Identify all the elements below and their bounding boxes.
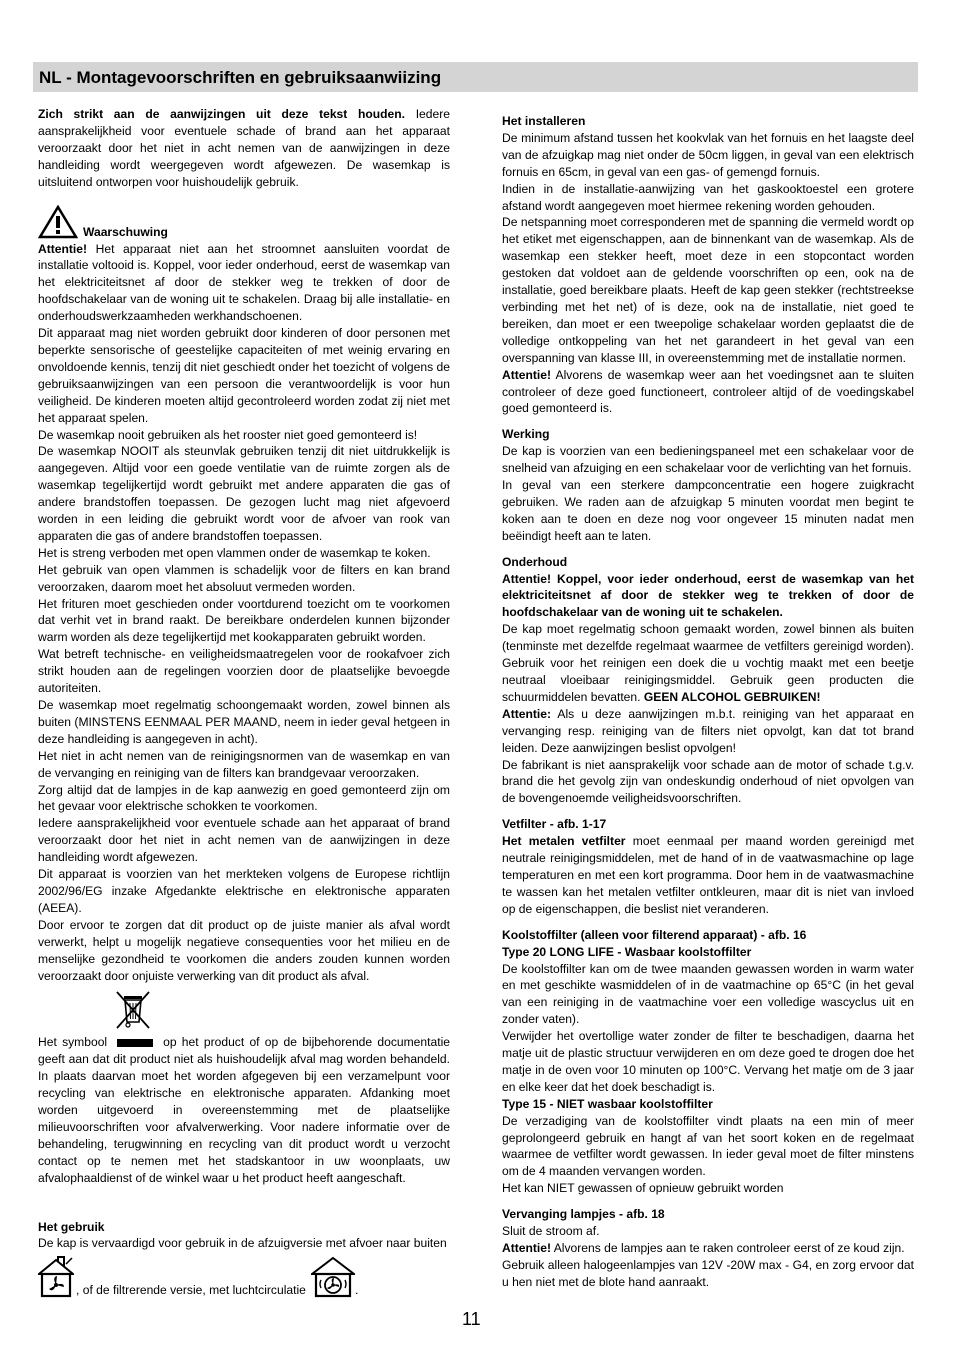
onderhoud-warning: Attentie! Koppel, voor ieder onderhoud, eerst de wasemkap van het elektriciteitsnet af door de stekker weg te trekken of door de hoofdschakelaar van de woning uit te schakelen. (502, 571, 914, 620)
paragraph: Dit apparaat is voorzien van het merkteken volgens de Europese richtlijn 2002/96/EG inzake Afgedankte elektrische en elektronische apparaten (AEEA). (38, 867, 450, 915)
onderhoud-text: De kap moet regelmatig schoon gemaakt worden, zowel binnen als buiten (tenminste met dezelfde regelmaat waarmee de vetfilters gereinigd worden). Gebruik voor het reinigen een doek die u vochtig maakt met een beetje neutraal vloeibaar reinigingsmiddel. Gebruik geen producten die schuurmiddelen bevatten. (502, 622, 914, 704)
onderhoud-attentie (502, 706, 914, 757)
paragraph: De wasemkap moet regelmatig schoongemaakt worden, zowel binnen als buiten (MINSTENS EENMAAL PER MAAND, neem in ieder geval hetgeen in deze handleiding is aangegeven in acht). (38, 698, 450, 746)
paragraph: De netspanning moet corresponderen met de spanning die vermeld wordt op het etiket met eigenschappen, aan de binnenkant van de wasemkap. Als de wasemkap een stekker heeft, moet deze in een stopcontact worden gestoken dat voldoet aan de geldende voorschriften op een, ook na de installatie, goed bereikbare plaats. Heeft de kap geen stekker (rechtstreekse verbinding met het net) of is deze, ook na de installatie, niet goed te bereiken, dan moet er een tweepolige schakelaar worden geplaatst die de volledige ontkoppeling van het net garandeert in het geval van een overspanning van klasse III, in overeenstemming met de installatie normen. (502, 215, 914, 365)
paragraph: Gebruik alleen halogeenlampjes van 12V -20W max - G4, en zorg ervoor dat u hen niet met de blote hand aanraakt. (502, 1257, 914, 1289)
paragraph: De kap is voorzien van een bedieningspaneel met een schakelaar voor de snelheid van afzuiging en een schakelaar voor de verlichting van het fornuis. (502, 444, 914, 476)
attentie-bold: Attentie! (38, 241, 88, 256)
vetfilter-heading: Vetfilter - afb. 1-17 (502, 817, 607, 832)
warning-heading: Waarschuwing (83, 224, 168, 239)
warning-heading-row (38, 205, 450, 241)
paragraph: De wasemkap NOOIT als steunvlak gebruiken tenzij dit niet uitdrukkelijk is aangegeven. Altijd voor een goede ventilatie van de ruimte zorgen als de wasemkap tegelijkertijd wordt gebruikt met andere apparaten die gas of andere brandstoffen toepassen. De gezogen lucht mag niet afgevoerd worden in een leiding die gebruikt wordt voor de afvoer van rook van apparaten die gas of andere brandstoffen toepassen. (38, 444, 450, 543)
house-fan-outside-icon (38, 1256, 74, 1298)
paragraph: Het frituren moet geschieden onder voortdurend toezicht om te voorkomen dat verhit vet in brand raakt. De bereikbare onderdelen kunnen bijzonder warm worden als deze tegelijkertijd met kookapparaten gebruikt worden. (38, 596, 450, 645)
attentie-rest: Het apparaat niet aan het stroomnet aansluiten voordat de installatie voltooid is. Koppel, voor ieder onderhoud, eerst de wasemkap van het elektriciteitsnet af door de stekker weg te trekken of door de hoofdschakelaar van de woning uit te schakelen. Draag bij alle installatie- en onderhoudswerkzaamheden werkhandschoenen. (38, 241, 450, 324)
symbol-after: op het product of op de bijbehorende documentatie geeft aan dat dit product niet als huishoudelijk afval mag worden behandeld. In plaats daarvan moet het worden afgegeven bij een verzamelpunt voor recycling van elektrische en elektronische apparaten. Afdanking moet worden uitgevoerd in overeenstemming met de plaatselijke milieuvoorschriften voor afvalverwerking. Voor nadere informatie over de behandeling, terugwinning en recycling van dit product wordt u verzocht contact op te nemen met het stadskantoor in uw woonplaats, uw afvalophaaldienst of de winkel waar u het product heeft aangeschaft. (38, 1035, 450, 1185)
weee-paragraph (38, 1034, 450, 1186)
paragraph: Indien in de installatie-aanwijzing van het gaskooktoestel een grotere afstand wordt aangegeven moet hiermee rekening worden gehouden. (502, 181, 914, 213)
koolstoffilter-subheading: Type 20 LONG LIFE - Wasbaar koolstoffilter (502, 944, 752, 959)
intro-rest: Iedere aansprakelijkheid voor eventuele schade of brand aan het apparaat veroorzaakt door het niet in acht nemen van de aanwijzingen in deze handleiding wordt weergegeven wordt afgewezen. De wasemkap is uitsluitend ontworpen voor huishoudelijk gebruik. (38, 107, 450, 189)
vetfilter-rest: moet eenmaal per maand worden gereinigd met neutrale reinigingsmiddelen, met de hand of in de vaatwasmachine op lage temperaturen en met een kort programma. Door hem in de vaatwasmachine te wassen kan het metalen vetfilter ontkleuren, maar dit is niet van invloed op de eigenschappen, die beslist niet veranderen. (502, 834, 914, 916)
attentie-bold: Attentie: (502, 706, 552, 721)
left-column (38, 106, 450, 1302)
werking-heading: Werking (502, 427, 550, 442)
paragraph: Het gebruik van open vlammen is schadelijk voor de filters en kan brand veroorzaken, daarom moet het absoluut vermeden worden. (38, 562, 450, 594)
intro-paragraph (38, 106, 450, 191)
onderhoud-heading: Onderhoud (502, 554, 568, 569)
paragraph: Het niet in acht nemen van de reinigingsnormen van de wasemkap en van de vervanging en reiniging van de filters kan brandgevaar veroorzaken. (38, 748, 450, 780)
page-title: NL - Montagevoorschriften en gebruiksaanwiizing (33, 62, 918, 92)
no-alcohol-notice: GEEN ALCOHOL GEBRUIKEN! (643, 689, 821, 704)
paragraph: Iedere aansprakelijkheid voor eventuele schade aan het apparaat of brand veroorzaakt door het niet in acht nemen van de aanwijzingen in deze handleiding wordt afgewezen. (38, 816, 450, 865)
page-number: 11 (462, 1309, 481, 1329)
attentie-rest: Als u deze aanwijzingen m.b.t. reiniging van het apparaat en vervanging resp. reiniging van de filters niet opvolgt, kan dat tot brand leiden. Deze aanwijzingen beslist opvolgen! (502, 706, 914, 755)
paragraph: Zorg altijd dat de lampjes in de kap aanwezig en goed gemonteerd zijn om het gevaar voor elektrische schokken te voorkomen. (38, 782, 450, 814)
installeren-attentie (502, 367, 914, 418)
koolstoffilter-subheading: Type 15 - NIET wasbaar koolstoffilter (502, 1096, 713, 1111)
symbol-before: Het symbool (38, 1035, 108, 1050)
lamp-attentie (502, 1240, 914, 1257)
weee-bar-symbol (117, 1039, 153, 1047)
gebruik-mid: , of de filtrerende versie, met luchtcirculatie (76, 1283, 306, 1298)
onderhoud-paragraph (502, 621, 914, 706)
paragraph: Verwijder het overtollige water zonder de filter te beschadigen, daarna het matje uit de plastic structuur verwijderen en om deze goed te drogen doe het matje in de oven voor 10 minuten op 100°C. Vervang het matje om de 3 jaar en elke keer dat het doek beschadigt is. (502, 1029, 914, 1094)
paragraph: In geval van een sterkere dampconcentratie een hogere zuigkracht gebruiken. We raden aan de afzuigkap 5 minuten voordat men begint te koken aan te doen en deze nog voor ongeveer 15 minuten nadat men beëindigt heeft aan te laten. (502, 478, 914, 543)
paragraph: Dit apparaat mag niet worden gebruikt door kinderen of door personen met beperkte sensorische of geestelijke capaciteiten of met weinig ervaring en onvoldoende kennis, tenzij dit niet geschiedt onder het toezicht of volgens de gebruiksaanwijzingen van een persoon die verantwoordelijk is voor hun veiligheid. De kinderen moeten altijd gecontroleerd worden zodat zij niet met het apparaat spelen. (38, 326, 450, 425)
attentie-rest: Alvorens de wasemkap weer aan het voedingsnet aan te sluiten controleer of deze goed functioneert, controleer altijd of de voedingskabel goed gemonteerd is. (502, 367, 914, 416)
right-column (502, 113, 914, 1291)
weee-symbol-row (38, 984, 450, 1034)
intro-bold: Zich strikt aan de aanwijzingen uit deze tekst houden. (38, 107, 406, 121)
lampjes-heading: Vervanging lampjes - afb. 18 (502, 1207, 665, 1222)
paragraph: Het kan NIET gewassen of opnieuw gebruikt worden (502, 1181, 784, 1196)
warning-triangle-icon (38, 205, 78, 239)
vetfilter-paragraph (502, 833, 914, 918)
crossed-bin-icon (111, 988, 155, 1032)
paragraph: De wasemkap nooit gebruiken als het rooster niet goed gemonteerd is! (38, 427, 418, 442)
gebruik-text: De kap is vervaardigd voor gebruik in de afzuigversie met afvoer naar buiten (38, 1236, 447, 1251)
gebruik-end: . (355, 1283, 359, 1298)
installeren-heading: Het installeren (502, 114, 586, 128)
attentie-rest: Alvorens de lampjes aan te raken controleer eerst of ze koud zijn. (551, 1241, 905, 1255)
gebruik-heading: Het gebruik (38, 1219, 105, 1234)
paragraph: De verzadiging van de koolstoffilter vindt plaats na een min of meer geprolongeerd gebruik en hangt af van het soort koken en de regelmaat waarmee de vetfilter wordt gewassen. In ieder geval moet de filter minstens om de 4 maanden vervangen worden. (502, 1113, 914, 1179)
vetfilter-bold: Het metalen vetfilter (502, 834, 626, 849)
paragraph: Wat betreft technische- en veiligheidsmaatregelen voor de rookafvoer zich strikt houden aan de regelingen voorzien door de plaatselijke bevoegde autoriteiten. (38, 647, 450, 696)
paragraph: De koolstoffilter kan om de twee maanden gewassen worden in warm water en met geschikte wasmiddelen of in de vaatmachine op 65°C (in het geval van een reiniging in de vaatmachine voer een volledige wascyclus uit en zonder vaten). (502, 961, 914, 1027)
paragraph: Door ervoor te zorgen dat dit product op de juiste manier als afval wordt verwerkt, helpt u mogelijk negatieve consequenties voor het milieu en de menselijke gezondheid te voorkomen die anders zouden kunnen worden veroorzaakt door onjuiste verwerking van dit product als afval. (38, 917, 450, 983)
paragraph: Sluit de stroom af. (502, 1224, 600, 1239)
attentie-bold: Attentie! (502, 1241, 552, 1255)
house-fan-inside-icon (311, 1256, 355, 1298)
paragraph: De fabrikant is niet aansprakelijk voor schade aan de motor of schade t.g.v. brand die het gevolg zijn van ondeskundig onderhoud of niet opvolgen van de bovengenoemde veiligheidsvoorschriften. (502, 757, 914, 806)
attentie-paragraph (38, 241, 450, 326)
paragraph: Het is streng verboden met open vlammen onder de wasemkap te koken. (38, 545, 431, 560)
paragraph: De minimum afstand tussen het kookvlak van het fornuis en het laagste deel van de afzuigkap mag niet onder de 50cm liggen, in geval van een elektrisch fornuis en 65cm, in geval van een gas- of gemengd fornuis. (502, 130, 914, 179)
attentie-bold: Attentie! (502, 367, 552, 382)
koolstoffilter-heading: Koolstoffilter (alleen voor filterend apparaat) - afb. 16 (502, 927, 807, 942)
gebruik-icons-row (38, 1256, 450, 1302)
